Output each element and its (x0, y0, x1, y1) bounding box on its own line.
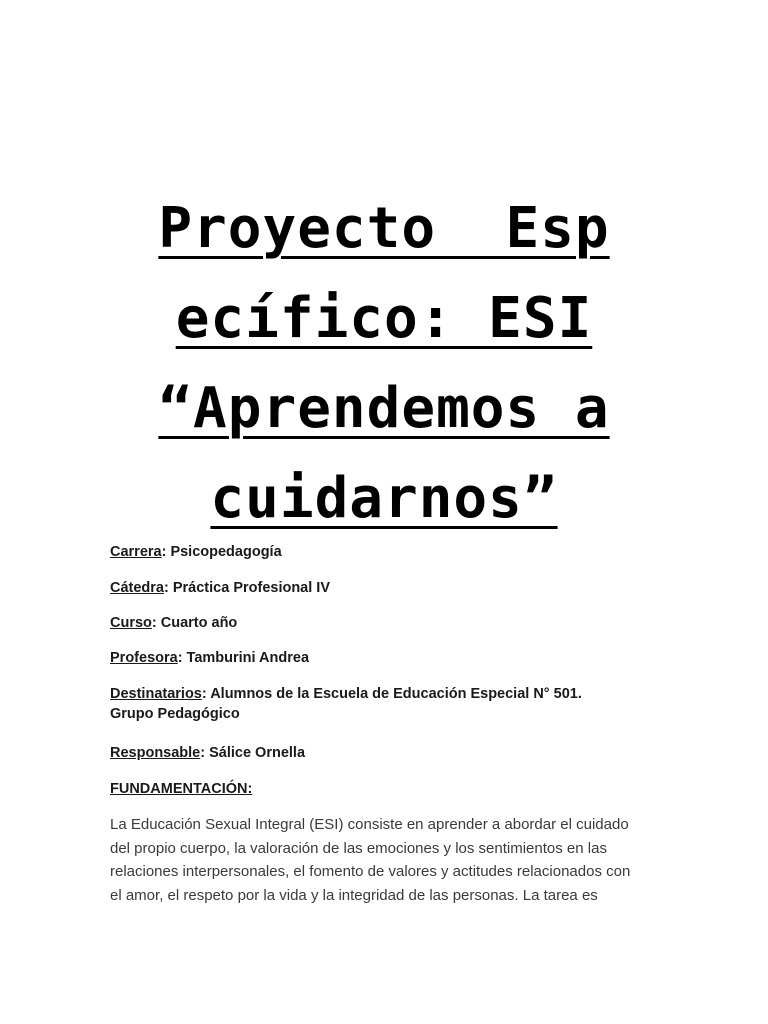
section-heading-fundamentacion: FUNDAMENTACIÓN: (110, 781, 253, 797)
field-label: Responsable (110, 745, 201, 761)
field-responsable (110, 743, 305, 763)
field-label: Carrera (110, 544, 162, 560)
title-line-2: ecífico: ESI (175, 286, 593, 351)
field-value: : Tamburini Andrea (177, 650, 310, 666)
field-value: : Práctica Profesional IV (164, 580, 331, 596)
field-carrera (110, 542, 282, 562)
paragraph-line: el amor, el respeto por la vida y la integridad de las personas. La tarea es (110, 886, 598, 904)
field-value: : Alumnos de la Escuela de Educación Especial N° 501. (201, 686, 582, 702)
title-line-1: Proyecto Esp (158, 196, 610, 261)
paragraph-line: relaciones interpersonales, el fomento de valores y actitudes relacionados con (110, 863, 631, 880)
paragraph-line: del propio cuerpo, la valoración de las emociones y los sentimientos en las (110, 839, 607, 857)
fundamentacion-paragraph (110, 813, 658, 907)
paragraph-line: La Educación Sexual Integral (ESI) consiste en aprender a abordar el cuidado (110, 816, 629, 833)
title-line-4: cuidarnos” (210, 466, 558, 531)
field-destinatarios (110, 684, 582, 724)
field-profesora (110, 648, 309, 668)
field-label: Cátedra (110, 580, 164, 596)
field-label: Destinatarios (110, 686, 202, 702)
field-label: Profesora (110, 650, 178, 666)
field-value-continuation: Grupo Pedagógico (110, 706, 240, 722)
field-value: : Sálice Ornella (200, 745, 306, 761)
field-value: : Psicopedagogía (161, 544, 282, 560)
field-catedra (110, 578, 330, 598)
field-value: : Cuarto año (151, 615, 238, 631)
title-line-3: “Aprendemos a (158, 376, 610, 441)
field-label: Curso (110, 615, 152, 631)
field-curso (110, 613, 237, 633)
document-title (0, 184, 768, 544)
